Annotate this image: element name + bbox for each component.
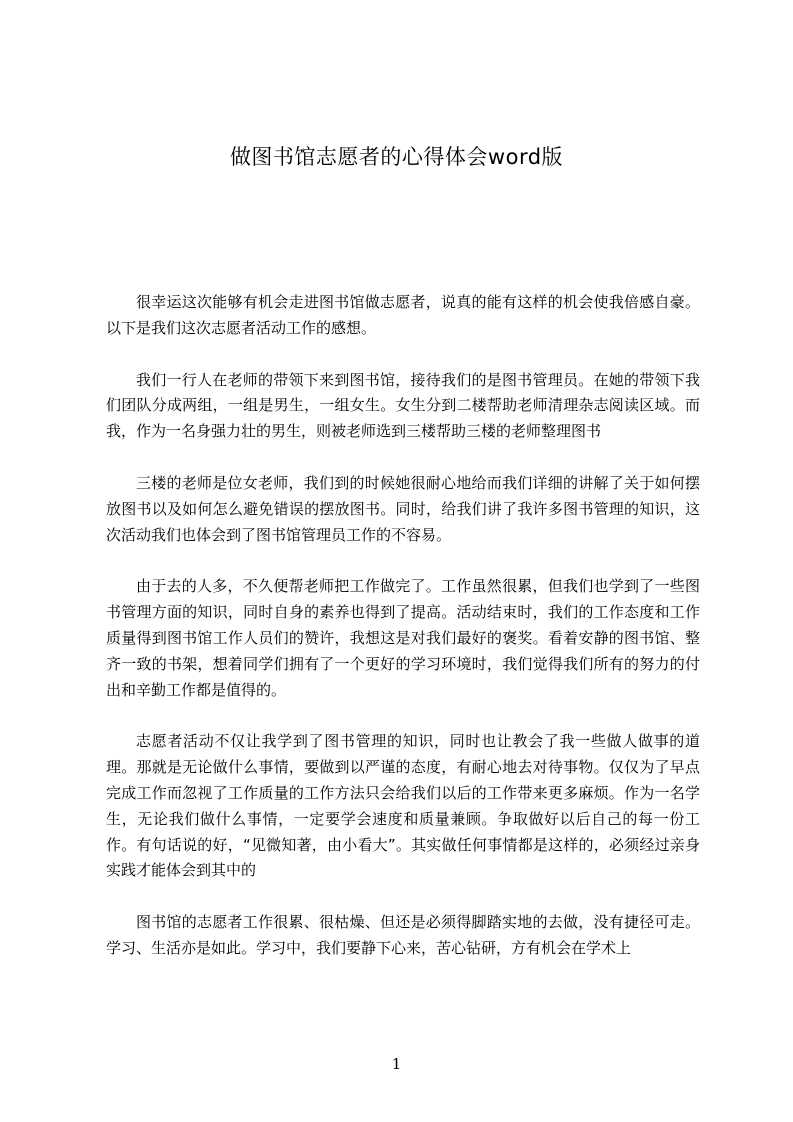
- paragraph: 由于去的人多，不久便帮老师把工作做完了。工作虽然很累，但我们也学到了一些图书管理方面的知识，同时自身的素养也得到了提高。活动结束时，我们的工作态度和工作质量得到图书馆工作人员们的赞许，我想这是对我们最好的褒奖。看着安静的图书馆、整齐一致的书架，想着同学们拥有了一个更好的学习环境时，我们觉得我们所有的努力的付出和辛勤工作都是值得的。: [106, 577, 700, 699]
- paragraph: 很幸运这次能够有机会走进图书馆做志愿者，说真的能有这样的机会使我倍感自豪。以下是我们这次志愿者活动工作的感想。: [106, 293, 700, 337]
- document-title: 做图书馆志愿者的心得体会word版: [229, 145, 564, 169]
- paragraph: 图书馆的志愿者工作很累、很枯燥、但还是必须得脚踏实地的去做，没有捷径可走。学习、生活亦是如此。学习中，我们要静下心来，苦心钻研，方有机会在学术上: [106, 913, 700, 957]
- document-body: [106, 290, 700, 988]
- paragraph: 志愿者活动不仅让我学到了图书管理的知识，同时也让教会了我一些做人做事的道理。那就是无论做什么事情，要做到以严谨的态度，有耐心地去对待事物。仅仅为了早点完成工作而忽视了工作质量的工作方法只会给我们以后的工作带来更多麻烦。作为一名学生，无论我们做什么事情，一定要学会速度和质量兼顾。争取做好以后自己的每一份工作。有句话说的好，“见微知著，由小看大”。其实做任何事情都是这样的，必须经过亲身实践才能体会到其中的: [106, 732, 700, 880]
- paragraph: 三楼的老师是位女老师，我们到的时候她很耐心地给而我们详细的讲解了关于如何摆放图书以及如何怎么避免错误的摆放图书。同时，给我们讲了我许多图书管理的知识，这次活动我们也体会到了图书馆管理员工作的不容易。: [106, 473, 700, 544]
- paragraph: 我们一行人在老师的带领下来到图书馆，接待我们的是图书管理员。在她的带领下我们团队分成两组，一组是男生，一组女生。女生分到二楼帮助老师清理杂志阅读区域。而我，作为一名身强力壮的男生，则被老师选到三楼帮助三楼的老师整理图书: [106, 370, 700, 441]
- page-number: 1: [391, 1055, 402, 1073]
